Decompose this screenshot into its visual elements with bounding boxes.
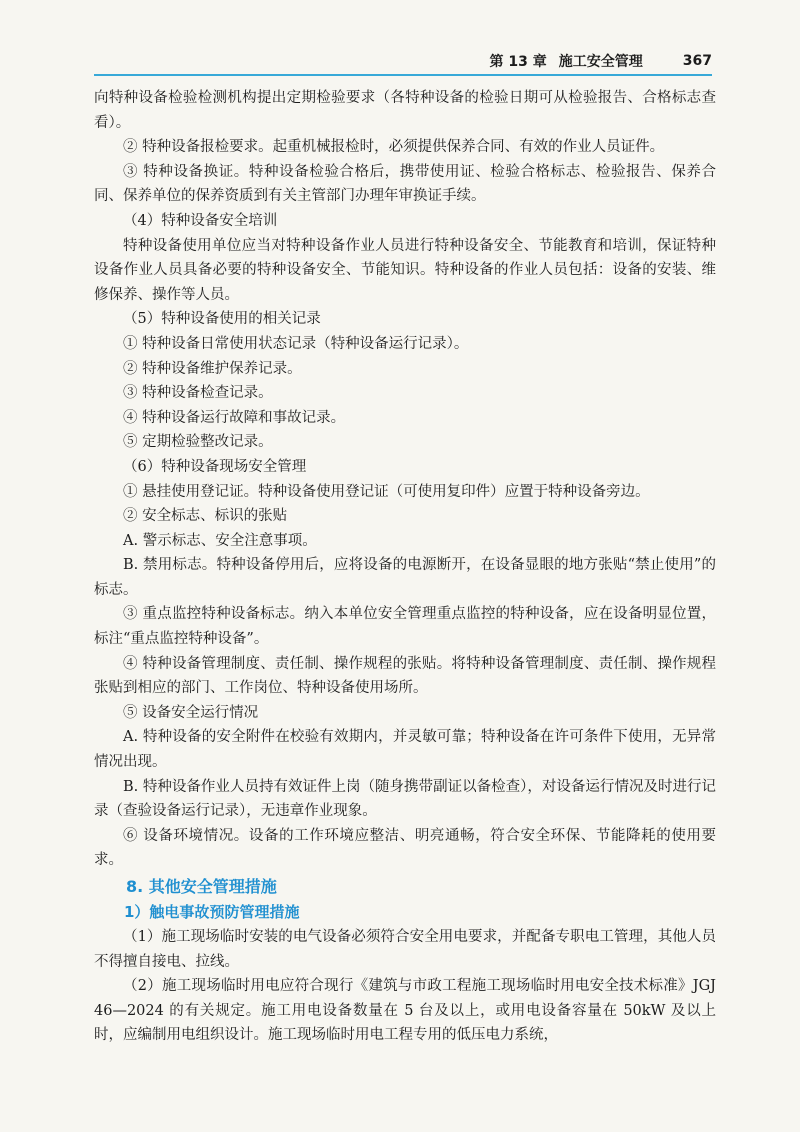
paragraph: 向特种设备检验检测机构提出定期检验要求（各特种设备的检验日期可从检验报告、合格标志查看）。 bbox=[94, 90, 716, 131]
list-item: A. 警示标志、安全注意事项。 bbox=[123, 532, 317, 549]
paragraph: （1）施工现场临时安装的电气设备必须符合安全用电要求，并配备专职电工管理，其他人员不得擅自接电、拉线。 bbox=[94, 929, 716, 970]
paragraph: （2）施工现场临时用电应符合现行《建筑与市政工程施工现场临时用电安全技术标准》JGJ 46—2024 的有关规定。施工用电设备数量在 5 台及以上，或用电设备容量在 50kW 及以上时，应编制用电组织设计。施工现场临时用电工程专用的低压电力系统， bbox=[94, 978, 716, 1044]
paragraph: ③ 特种设备换证。特种设备检验合格后，携带使用证、检验合格标志、检验报告、保养合同、保养单位的保养资质到有关主管部门办理年审换证手续。 bbox=[94, 163, 716, 205]
subsection-heading: （4）特种设备安全培训 bbox=[123, 212, 278, 229]
page-body bbox=[94, 86, 716, 1048]
list-item: A. 特种设备的安全附件在校验有效期内，并灵敏可靠；特种设备在许可条件下使用，无异常情况出现。 bbox=[94, 729, 716, 771]
list-item: B. 特种设备作业人员持有效证件上岗（随身携带副证以备检查），对设备运行情况及时进行记录（查验设备运行记录），无违章作业现象。 bbox=[94, 778, 716, 820]
list-item: ① 悬挂使用登记证。特种设备使用登记证（可使用复印件）应置于特种设备旁边。 bbox=[123, 483, 650, 500]
paragraph: 特种设备使用单位应当对特种设备作业人员进行特种设备安全、节能教育和培训，保证特种设备作业人员具备必要的特种设备安全、节能知识。特种设备的作业人员包括：设备的安装、维修保养、操作等人员。 bbox=[94, 237, 716, 303]
list-item: ① 特种设备日常使用状态记录（特种设备运行记录）。 bbox=[123, 335, 469, 352]
list-item: ④ 特种设备运行故障和事故记录。 bbox=[123, 409, 346, 426]
page-number: 367 bbox=[682, 53, 712, 69]
subsection-heading: （6）特种设备现场安全管理 bbox=[123, 458, 307, 475]
list-item: ② 安全标志、标识的张贴 bbox=[123, 508, 288, 525]
list-item: ⑤ 设备安全运行情况 bbox=[123, 704, 259, 721]
paragraph: ② 特种设备报检要求。起重机械报检时，必须提供保养合同、有效的作业人员证件。 bbox=[123, 139, 665, 156]
list-item: B. 禁用标志。特种设备停用后，应将设备的电源断开，在设备显眼的地方张贴“禁止使用”的标志。 bbox=[94, 557, 716, 598]
chapter-number: 第 13 章 bbox=[489, 54, 547, 70]
list-item: ③ 特种设备检查记录。 bbox=[123, 385, 273, 402]
subsection-heading: （5）特种设备使用的相关记录 bbox=[123, 311, 321, 328]
list-item: ⑥ 设备环境情况。设备的工作环境应整洁、明亮通畅，符合安全环保、节能降耗的使用要求。 bbox=[94, 827, 716, 869]
section-heading: 8. 其他安全管理措施 bbox=[126, 877, 277, 896]
chapter-title: 施工安全管理 bbox=[558, 54, 643, 70]
list-item: ② 特种设备维护保养记录。 bbox=[123, 360, 302, 377]
list-item: ③ 重点监控特种设备标志。纳入本单位安全管理重点监控的特种设备，应在设备明显位置，标注“重点监控特种设备”。 bbox=[94, 606, 716, 648]
page-header bbox=[94, 48, 712, 76]
subsection-title: 1）触电事故预防管理措施 bbox=[124, 903, 300, 921]
list-item: ⑤ 定期检验整改记录。 bbox=[123, 434, 273, 451]
list-item: ④ 特种设备管理制度、责任制、操作规程的张贴。将特种设备管理制度、责任制、操作规程张贴到相应的部门、工作岗位、特种设备使用场所。 bbox=[94, 655, 716, 697]
